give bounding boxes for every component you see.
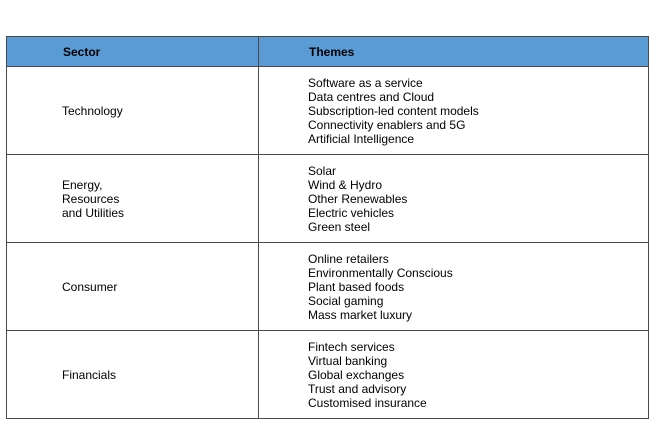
- theme-item: Connectivity enablers and 5G: [308, 117, 466, 132]
- theme-item: Software as a service: [308, 75, 423, 90]
- theme-list: [308, 76, 648, 146]
- sector-cell: [7, 67, 259, 155]
- theme-list: [308, 340, 648, 410]
- sector-label: Resources: [62, 191, 120, 206]
- themes-cell: [259, 155, 649, 243]
- sector-label: and Utilities: [62, 205, 125, 220]
- theme-item: Mass market luxury: [308, 307, 413, 322]
- theme-item: Virtual banking: [308, 353, 388, 368]
- theme-item: Trust and advisory: [308, 381, 407, 396]
- header-row: [7, 37, 649, 67]
- sector-label: Energy,: [62, 177, 103, 192]
- header-themes: Themes: [259, 37, 649, 67]
- theme-item: Global exchanges: [308, 367, 405, 382]
- theme-list: [308, 252, 648, 322]
- themes-cell: [259, 67, 649, 155]
- theme-item: Social gaming: [308, 293, 384, 308]
- sector-label: Financials: [62, 367, 117, 382]
- table-body: [7, 67, 649, 419]
- sector-label: Technology: [62, 103, 123, 118]
- theme-list: [308, 164, 648, 234]
- table-row: [7, 155, 649, 243]
- theme-item: Fintech services: [308, 339, 395, 354]
- sector-cell: [7, 331, 259, 419]
- theme-item: Artificial Intelligence: [308, 131, 415, 146]
- sector-cell: [7, 243, 259, 331]
- theme-item: Solar: [308, 163, 337, 178]
- theme-item: Plant based foods: [308, 279, 405, 294]
- table-row: [7, 67, 649, 155]
- themes-cell: [259, 331, 649, 419]
- sector-themes-table: [6, 36, 649, 419]
- theme-item: Data centres and Cloud: [308, 89, 435, 104]
- theme-item: Subscription-led content models: [308, 103, 479, 118]
- sector-label: Consumer: [62, 279, 118, 294]
- theme-item: Customised insurance: [308, 395, 427, 410]
- theme-item: Other Renewables: [308, 191, 408, 206]
- header-sector: Sector: [7, 37, 259, 67]
- theme-item: Electric vehicles: [308, 205, 395, 220]
- sector-cell: [7, 155, 259, 243]
- theme-item: Online retailers: [308, 251, 389, 266]
- theme-item: Environmentally Conscious: [308, 265, 453, 280]
- table-row: [7, 243, 649, 331]
- theme-item: Green steel: [308, 219, 371, 234]
- theme-item: Wind & Hydro: [308, 177, 383, 192]
- table-row: [7, 331, 649, 419]
- themes-cell: [259, 243, 649, 331]
